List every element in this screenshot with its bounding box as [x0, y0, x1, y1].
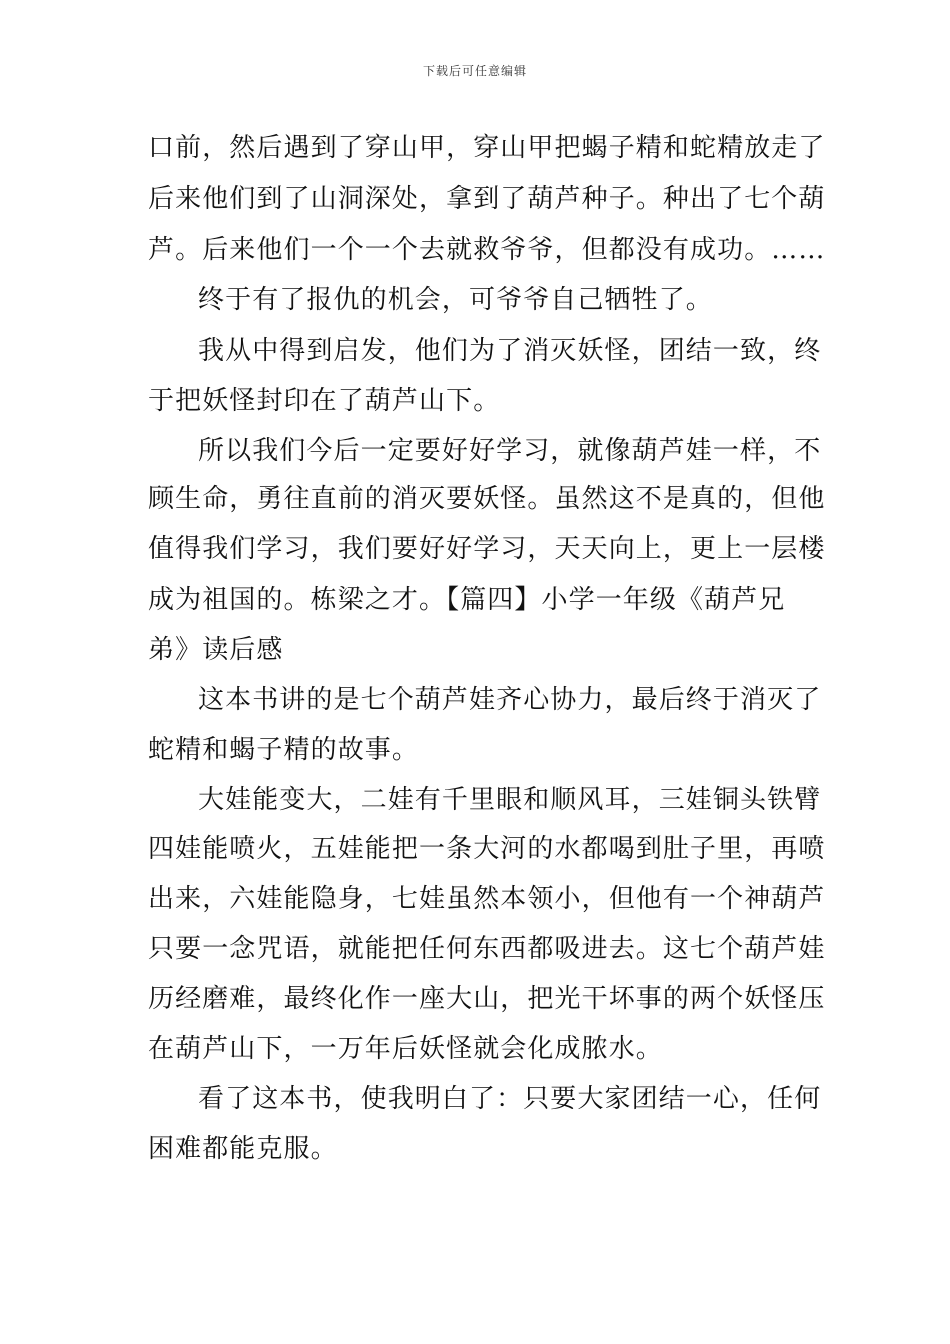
paragraph-start-line: 看了这本书，使我明白了：只要大家团结一心，任何	[198, 1084, 822, 1114]
body-line: 蛇精和蝎子精的故事。	[148, 735, 420, 765]
paragraph-start-line: 终于有了报仇的机会，可爷爷自己牺牲了。	[198, 285, 713, 315]
body-line: 四娃能喷火，五娃能把一条大河的水都喝到肚子里，再喷	[148, 834, 826, 864]
body-line: 出来，六娃能隐身，七娃虽然本领小，但他有一个神葫芦	[148, 884, 826, 914]
paragraph-start-line: 所以我们今后一定要好好学习，就像葫芦娃一样，不	[198, 436, 822, 466]
paragraph-start-line: 大娃能变大，二娃有千里眼和顺风耳，三娃铜头铁臂	[198, 785, 822, 815]
body-line: 在葫芦山下，一万年后妖怪就会化成脓水。	[148, 1034, 663, 1064]
body-line: 顾生命，勇往直前的消灭要妖怪。虽然这不是真的，但他	[148, 484, 826, 514]
body-line: 弟》读后感	[148, 635, 284, 665]
paragraph-start-line: 我从中得到启发，他们为了消灭妖怪，团结一致，终	[198, 336, 822, 366]
body-line: 于把妖怪封印在了葫芦山下。	[148, 386, 501, 416]
page-header: 下载后可任意编辑	[422, 64, 527, 78]
body-line: 只要一念咒语，就能把任何东西都吸进去。这七个葫芦娃	[148, 934, 826, 964]
body-line: 历经磨难，最终化作一座大山，把光干坏事的两个妖怪压	[148, 984, 826, 1014]
body-line: 成为祖国的。栋梁之才。【篇四】小学一年级《葫芦兄	[148, 585, 786, 615]
body-line: 值得我们学习，我们要好好学习，天天向上，更上一层楼	[148, 534, 826, 564]
paragraph-start-line: 这本书讲的是七个葫芦娃齐心协力，最后终于消灭了	[198, 685, 822, 715]
body-line: 芦。后来他们一个一个去就救爷爷，但都没有成功。……	[148, 235, 826, 265]
body-line: 口前，然后遇到了穿山甲，穿山甲把蝎子精和蛇精放走了	[148, 133, 826, 163]
body-line: 后来他们到了山洞深处，拿到了葫芦种子。种出了七个葫	[148, 184, 826, 214]
body-line: 困难都能克服。	[148, 1134, 338, 1164]
